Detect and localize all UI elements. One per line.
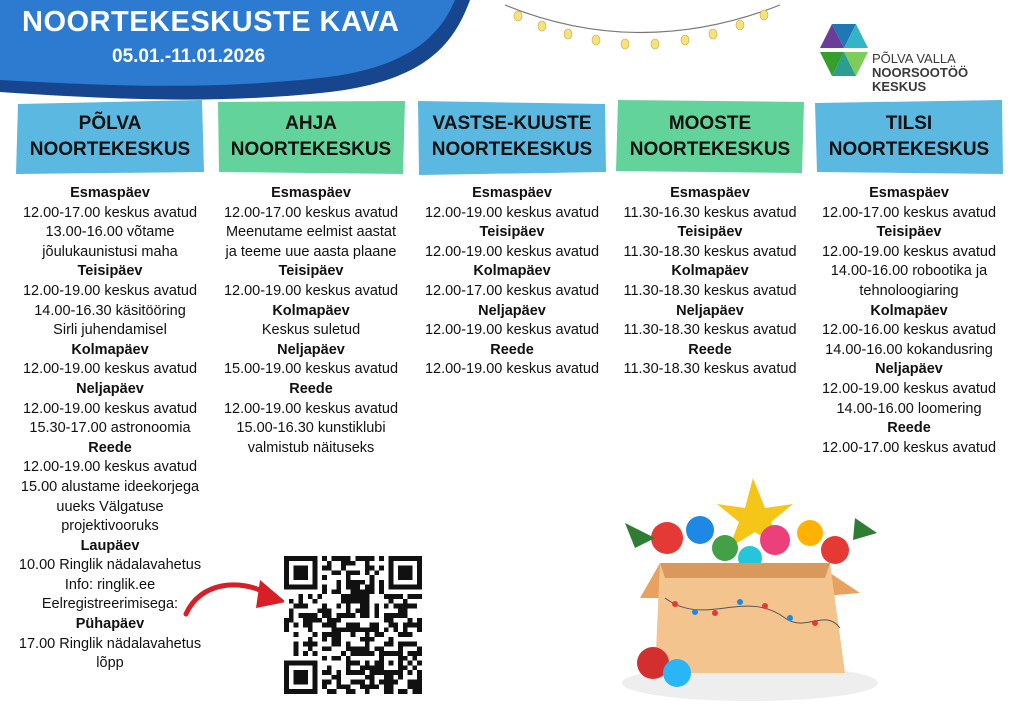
day-heading: Reede (289, 380, 333, 397)
schedule-entry: ja teeme uue aasta plaane (225, 243, 397, 260)
logo-line-2: NOORSOOTÖÖ (872, 65, 969, 80)
day-heading: Esmaspäev (271, 185, 351, 201)
schedule-list (215, 184, 407, 458)
schedule-entry: 13.00-16.00 võtame (45, 224, 175, 241)
day-heading: Reede (88, 439, 132, 456)
string-lights-decoration (500, 0, 790, 55)
centre-column-vastse-kuuste (416, 98, 608, 380)
centre-banner (14, 98, 206, 176)
schedule-entry: uueks Välgatuse (56, 498, 164, 515)
schedule-entry: 12.00-17.00 keskus avatud (424, 282, 600, 299)
schedule-entry: 12.00-19.00 keskus avatud (22, 282, 198, 299)
centre-banner (416, 98, 608, 176)
schedule-entry: jõulukaunistusi maha (42, 243, 178, 260)
schedule-entry: 17.00 Ringlik nädalavahetus (18, 635, 202, 652)
arrow-right-icon (180, 572, 290, 622)
schedule-list (416, 184, 608, 380)
day-heading: Esmaspäev (70, 185, 150, 201)
schedule-entry: 11.30-16.30 keskus avatud (623, 204, 797, 221)
centre-banner (813, 98, 1005, 176)
day-heading: Neljapäev (676, 302, 744, 319)
qr-code-icon[interactable] (284, 555, 422, 695)
schedule-entry: 15.00-19.00 keskus avatud (223, 361, 399, 378)
centre-name-sub: NOORTEKESKUS (431, 139, 593, 160)
schedule-entry: tehnoloogiaring (859, 282, 959, 299)
day-heading: Neljapäev (76, 380, 144, 397)
centre-name-sub: NOORTEKESKUS (230, 139, 392, 160)
day-heading: Reede (887, 420, 931, 437)
centre-name: AHJA (285, 113, 337, 134)
schedule-list (14, 184, 206, 674)
schedule-entry: 12.00-19.00 keskus avatud (22, 459, 198, 476)
day-heading: Esmaspäev (869, 185, 949, 201)
schedule-list (614, 184, 806, 380)
centre-banner (614, 98, 806, 176)
schedule-entry: 15.00-16.30 kunstiklubi (236, 420, 386, 437)
logo-line-3: KESKUS (872, 79, 927, 94)
schedule-entry: 12.00-16.00 keskus avatud (821, 322, 997, 339)
schedule-entry: 14.00-16.00 robootika ja (830, 263, 988, 280)
schedule-entry: 12.00-19.00 keskus avatud (223, 282, 399, 299)
schedule-entry: 14.00-16.00 loomering (836, 400, 982, 417)
schedule-entry: 12.00-17.00 keskus avatud (821, 204, 997, 221)
day-heading: Neljapäev (478, 302, 546, 319)
centre-name-sub: NOORTEKESKUS (828, 139, 990, 160)
schedule-entry: valmistub näituseks (247, 439, 375, 456)
day-heading: Esmaspäev (670, 185, 750, 201)
schedule-entry: 12.00-19.00 keskus avatud (821, 243, 997, 260)
schedule-entry: Meenutame eelmist aastat (225, 224, 397, 241)
schedule-entry: Info: ringlik.ee (64, 576, 156, 593)
day-heading: Teisipäev (278, 263, 344, 280)
day-heading: Teisipäev (876, 224, 942, 241)
schedule-entry: 15.30-17.00 astronoomia (29, 420, 191, 437)
page-title: NOORTEKESKUSTE KAVA (22, 6, 400, 38)
centre-name: VASTSE-KUUSTE (432, 113, 592, 134)
day-heading: Neljapäev (277, 341, 345, 358)
logo-line-1: PÕLVA VALLA (872, 51, 956, 66)
schedule-entry: Keskus suletud (261, 322, 361, 339)
day-heading: Kolmapäev (272, 302, 350, 319)
centre-column-mooste (614, 98, 806, 380)
centre-banner (215, 98, 407, 176)
schedule-entry: Sirli juhendamisel (53, 322, 167, 339)
day-heading: Reede (688, 341, 732, 358)
schedule-entry: 11.30-18.30 keskus avatud (623, 282, 797, 299)
day-heading: Teisipäev (77, 263, 143, 280)
schedule-entry: 12.00-19.00 keskus avatud (821, 380, 997, 397)
day-heading: Kolmapäev (870, 302, 948, 319)
schedule-entry: 12.00-19.00 keskus avatud (22, 361, 198, 378)
schedule-entry: 12.00-19.00 keskus avatud (424, 361, 600, 378)
day-heading: Neljapäev (875, 361, 943, 378)
schedule-entry: 11.30-18.30 keskus avatud (623, 243, 797, 260)
day-heading: Esmaspäev (472, 185, 552, 201)
day-heading: Teisipäev (677, 224, 743, 241)
centre-name-sub: NOORTEKESKUS (29, 139, 191, 160)
schedule-entry: lõpp (96, 655, 124, 672)
schedule-entry: 15.00 alustame ideekorjega (20, 478, 200, 495)
schedule-entry: 11.30-18.30 keskus avatud (623, 322, 797, 339)
date-range: 05.01.-11.01.2026 (112, 46, 266, 67)
schedule-entry: 12.00-19.00 keskus avatud (424, 204, 600, 221)
centre-column-tilsi (813, 98, 1005, 458)
schedule-entry: 14.00-16.00 kokandusring (825, 341, 993, 358)
day-heading: Kolmapäev (473, 263, 551, 280)
schedule-entry: Eelregistreerimisega: (41, 596, 179, 613)
schedule-entry: 12.00-19.00 keskus avatud (424, 322, 600, 339)
day-heading: Reede (490, 341, 534, 358)
logo-text (872, 52, 968, 94)
day-heading: Kolmapäev (671, 263, 749, 280)
schedule-entry: projektivooruks (61, 518, 159, 535)
day-heading: Kolmapäev (71, 341, 149, 358)
day-heading: Teisipäev (479, 224, 545, 241)
schedule-entry: 12.00-17.00 keskus avatud (821, 439, 997, 456)
centre-column-polva (14, 98, 206, 674)
schedule-entry: 12.00-17.00 keskus avatud (223, 204, 399, 221)
schedule-entry: 12.00-19.00 keskus avatud (223, 400, 399, 417)
schedule-entry: 11.30-18.30 keskus avatud (623, 361, 797, 378)
schedule-entry: 12.00-17.00 keskus avatud (22, 204, 198, 221)
day-heading: Laupäev (80, 537, 140, 554)
centre-name: TILSI (885, 113, 933, 134)
schedule-list (813, 184, 1005, 458)
schedule-entry: 12.00-19.00 keskus avatud (22, 400, 198, 417)
centre-name-sub: NOORTEKESKUS (629, 139, 791, 160)
schedule-entry: 12.00-19.00 keskus avatud (424, 243, 600, 260)
centre-name: PÕLVA (78, 113, 142, 134)
centre-name: MOOSTE (668, 113, 752, 134)
schedule-entry: 10.00 Ringlik nädalavahetus (18, 557, 202, 574)
day-heading: Pühapäev (75, 616, 145, 633)
schedule-entry: 14.00-16.30 käsitööring (34, 302, 186, 319)
christmas-box-illustration (615, 478, 885, 708)
centre-column-ahja (215, 98, 407, 458)
